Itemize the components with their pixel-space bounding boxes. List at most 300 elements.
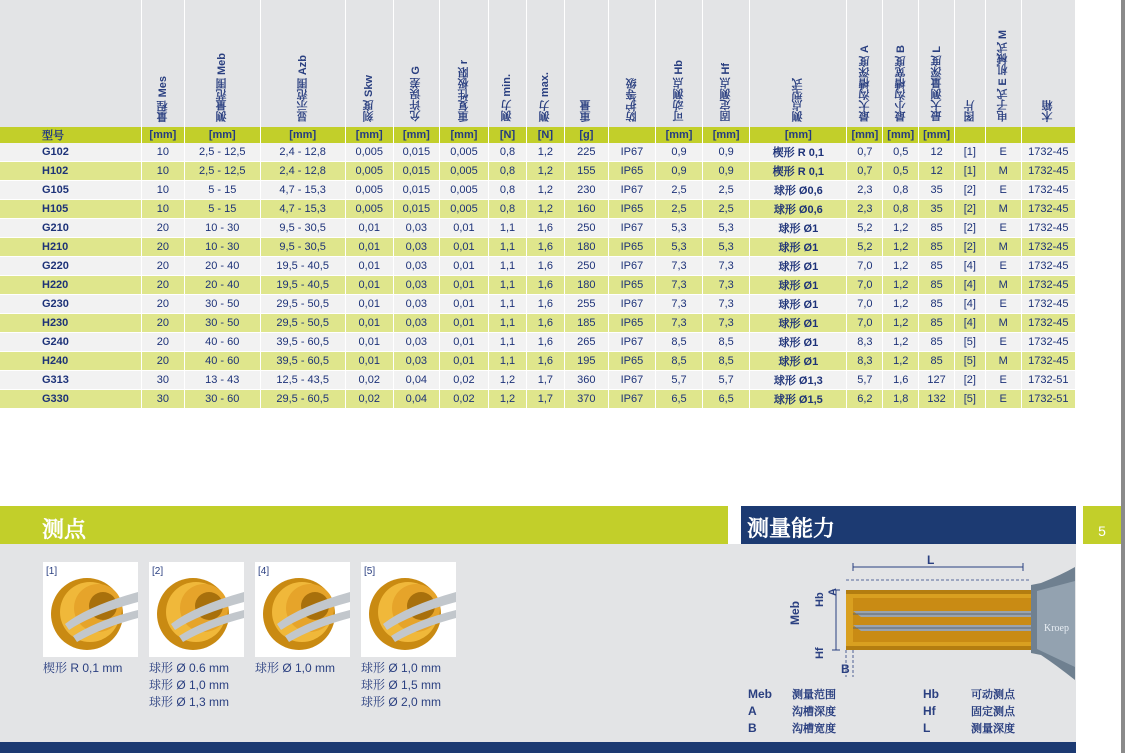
probe-point-thumbnail xyxy=(43,562,138,657)
probe-point-caption xyxy=(149,660,229,711)
model-cell: H230 xyxy=(0,314,141,333)
table-cell: 1,6 xyxy=(883,371,919,390)
table-cell: 球形 Ø0,6 xyxy=(750,181,847,200)
table-cell: 2,3 xyxy=(847,200,883,219)
table-cell: 1,6 xyxy=(526,352,564,371)
table-cell: 255 xyxy=(564,295,608,314)
table-cell: [4] xyxy=(955,314,986,333)
table-cell: 球形 Ø1,5 xyxy=(750,390,847,409)
table-cell: 5,3 xyxy=(703,219,750,238)
probe-point-thumbnail xyxy=(255,562,350,657)
table-cell: 5,3 xyxy=(655,219,702,238)
unit-cell: [mm] xyxy=(439,127,488,143)
legend-item: B 沟槽宽度 xyxy=(748,721,836,735)
table-cell: 225 xyxy=(564,143,608,162)
points-section-bar xyxy=(0,506,728,544)
model-cell: H240 xyxy=(0,352,141,371)
table-cell: 7,3 xyxy=(703,257,750,276)
table-cell: 0,9 xyxy=(655,143,702,162)
table-cell: 0,01 xyxy=(439,333,488,352)
table-cell: 1,2 xyxy=(883,333,919,352)
unit-cell: [N] xyxy=(526,127,564,143)
table-cell: 1,2 xyxy=(883,276,919,295)
column-header: 允许误差 G xyxy=(393,0,439,127)
column-header: 测力 min. xyxy=(489,0,527,127)
table-cell: 0,7 xyxy=(847,143,883,162)
table-row xyxy=(0,352,1076,371)
table-cell: 85 xyxy=(919,219,955,238)
points-section-title: 测点 xyxy=(42,517,87,542)
table-row xyxy=(0,200,1076,219)
table-cell: 8,5 xyxy=(655,352,702,371)
table-cell: 0,02 xyxy=(345,371,393,390)
table-cell: 40 - 60 xyxy=(184,333,260,352)
table-cell: E xyxy=(985,295,1021,314)
capability-section-bar xyxy=(741,506,1076,544)
capability-section-title: 测量能力 xyxy=(747,516,836,541)
table-cell: [4] xyxy=(955,257,986,276)
table-cell: 0,8 xyxy=(489,143,527,162)
table-cell: 7,3 xyxy=(655,257,702,276)
table-cell: 8,3 xyxy=(847,333,883,352)
table-row xyxy=(0,390,1076,409)
table-cell: 1,1 xyxy=(489,257,527,276)
column-header: 测量范围 Meb xyxy=(184,0,260,127)
table-cell: 7,3 xyxy=(703,314,750,333)
column-header: 测力 max. xyxy=(526,0,564,127)
probe-point-thumbnail xyxy=(361,562,456,657)
table-cell: 6,5 xyxy=(655,390,702,409)
table-cell: 8,3 xyxy=(847,352,883,371)
table-cell: 5,2 xyxy=(847,238,883,257)
table-cell: 20 xyxy=(141,295,184,314)
model-cell: H105 xyxy=(0,200,141,219)
table-cell: 1732-51 xyxy=(1021,371,1075,390)
table-cell: 1,2 xyxy=(883,219,919,238)
table-row xyxy=(0,238,1076,257)
table-cell: 0,8 xyxy=(489,162,527,181)
label-A: A xyxy=(827,588,839,596)
unit-cell: [mm] xyxy=(393,127,439,143)
table-cell: 球形 Ø1 xyxy=(750,219,847,238)
table-cell: E xyxy=(985,143,1021,162)
column-header: 防护等级 xyxy=(608,0,655,127)
table-cell: 85 xyxy=(919,257,955,276)
table-cell: 8,5 xyxy=(655,333,702,352)
table-cell: 7,3 xyxy=(655,295,702,314)
table-cell: 1,2 xyxy=(526,162,564,181)
column-header: 重量 xyxy=(564,0,608,127)
table-cell: [4] xyxy=(955,295,986,314)
table-cell: 39,5 - 60,5 xyxy=(260,352,345,371)
table-cell: 5,3 xyxy=(703,238,750,257)
unit-cell: [mm] xyxy=(345,127,393,143)
model-cell: G220 xyxy=(0,257,141,276)
table-cell: 30 xyxy=(141,371,184,390)
brand-text: Kroep xyxy=(1044,623,1069,634)
unit-cell: [g] xyxy=(564,127,608,143)
column-header: 固定测点 Hf xyxy=(703,0,750,127)
table-cell: M xyxy=(985,352,1021,371)
caption-line: 球形 Ø 1,3 mm xyxy=(149,695,230,709)
table-cell: 1,8 xyxy=(883,390,919,409)
model-cell: G230 xyxy=(0,295,141,314)
table-cell: IP67 xyxy=(608,143,655,162)
table-cell: 39,5 - 60,5 xyxy=(260,333,345,352)
table-cell: 1,2 xyxy=(526,200,564,219)
table-cell: 7,0 xyxy=(847,295,883,314)
legend-item: L 测量深度 xyxy=(923,721,1015,735)
table-cell: 2,4 - 12,8 xyxy=(260,143,345,162)
table-cell: 7,0 xyxy=(847,276,883,295)
table-cell: 1732-45 xyxy=(1021,219,1075,238)
column-header: 最大测量深度 L xyxy=(919,0,955,127)
probe-point-image xyxy=(255,562,350,657)
table-cell: 20 xyxy=(141,333,184,352)
table-cell: 20 xyxy=(141,352,184,371)
table-cell: 180 xyxy=(564,238,608,257)
table-cell: 230 xyxy=(564,181,608,200)
table-cell: 0,005 xyxy=(439,162,488,181)
table-row xyxy=(0,257,1076,276)
table-cell: 1732-45 xyxy=(1021,143,1075,162)
table-cell: 2,5 - 12,5 xyxy=(184,143,260,162)
label-Meb: Meb xyxy=(788,601,802,625)
table-cell: 7,3 xyxy=(655,314,702,333)
table-cell: 10 - 30 xyxy=(184,238,260,257)
column-header: 最小沟槽宽度 B xyxy=(883,0,919,127)
table-cell: 0,03 xyxy=(393,333,439,352)
table-cell: 20 - 40 xyxy=(184,257,260,276)
model-cell: H210 xyxy=(0,238,141,257)
table-cell: 1,1 xyxy=(489,352,527,371)
table-cell: 1,1 xyxy=(489,333,527,352)
table-cell: 12 xyxy=(919,143,955,162)
table-cell: 160 xyxy=(564,200,608,219)
table-cell: 40 - 60 xyxy=(184,352,260,371)
table-cell: 7,3 xyxy=(655,276,702,295)
table-cell: [2] xyxy=(955,181,986,200)
table-cell: 0,01 xyxy=(439,219,488,238)
table-cell: IP67 xyxy=(608,371,655,390)
unit-cell: [mm] xyxy=(883,127,919,143)
legend-item: Meb 测量范围 xyxy=(748,687,836,701)
table-cell: 1732-45 xyxy=(1021,257,1075,276)
table-cell: 4,7 - 15,3 xyxy=(260,200,345,219)
caption-line: 楔形 R 0,1 mm xyxy=(43,661,123,675)
measuring-capability-diagram xyxy=(741,555,1075,685)
label-Hb: Hb xyxy=(814,592,826,607)
table-cell: 1,2 xyxy=(489,390,527,409)
table-row xyxy=(0,314,1076,333)
unit-cell xyxy=(955,127,986,143)
table-cell: 1732-45 xyxy=(1021,181,1075,200)
table-cell: 球形 Ø1 xyxy=(750,257,847,276)
table-cell: 0,5 xyxy=(883,162,919,181)
column-header: 刻度 Skw xyxy=(345,0,393,127)
legend-item: A 沟槽深度 xyxy=(748,704,836,718)
table-cell: 1,2 xyxy=(883,314,919,333)
table-cell: 85 xyxy=(919,314,955,333)
table-cell: IP67 xyxy=(608,181,655,200)
table-cell: 0,03 xyxy=(393,352,439,371)
table-cell: IP67 xyxy=(608,295,655,314)
table-cell: 0,03 xyxy=(393,276,439,295)
table-cell: 13 - 43 xyxy=(184,371,260,390)
table-cell: 1,2 xyxy=(883,257,919,276)
table-cell: [5] xyxy=(955,390,986,409)
probe-point-caption xyxy=(361,660,441,711)
unit-cell: [mm] xyxy=(750,127,847,143)
table-row xyxy=(0,181,1076,200)
table-cell: 7,3 xyxy=(703,295,750,314)
table-cell: 1732-45 xyxy=(1021,352,1075,371)
table-cell: 7,3 xyxy=(703,276,750,295)
table-cell: IP65 xyxy=(608,276,655,295)
table-cell: 0,02 xyxy=(439,390,488,409)
table-cell: [4] xyxy=(955,276,986,295)
table-cell: 球形 Ø1 xyxy=(750,276,847,295)
table-cell: 20 xyxy=(141,238,184,257)
table-cell: 19,5 - 40,5 xyxy=(260,276,345,295)
table-cell: 185 xyxy=(564,314,608,333)
table-cell: 1732-51 xyxy=(1021,390,1075,409)
table-cell: 0,03 xyxy=(393,295,439,314)
table-cell: 0,01 xyxy=(439,295,488,314)
table-row xyxy=(0,333,1076,352)
table-cell: 85 xyxy=(919,333,955,352)
table-cell: 0,02 xyxy=(345,390,393,409)
table-cell: 1,1 xyxy=(489,219,527,238)
unit-cell: [N] xyxy=(489,127,527,143)
table-cell: 0,005 xyxy=(439,143,488,162)
column-header: 重复性极限 r xyxy=(439,0,488,127)
table-cell: M xyxy=(985,200,1021,219)
spec-table-body xyxy=(0,143,1076,409)
footer-bar xyxy=(0,742,1076,753)
legend-left xyxy=(748,686,836,737)
model-cell: G240 xyxy=(0,333,141,352)
table-cell: E xyxy=(985,371,1021,390)
table-cell: 1732-45 xyxy=(1021,276,1075,295)
table-cell: 0,9 xyxy=(703,143,750,162)
table-cell: 0,01 xyxy=(345,276,393,295)
table-cell: 2,5 xyxy=(655,181,702,200)
table-cell: 1,7 xyxy=(526,390,564,409)
table-cell: M xyxy=(985,238,1021,257)
table-cell: 楔形 R 0,1 xyxy=(750,162,847,181)
table-cell: 0,005 xyxy=(345,181,393,200)
model-cell: G313 xyxy=(0,371,141,390)
model-cell: G330 xyxy=(0,390,141,409)
table-cell: 1,1 xyxy=(489,276,527,295)
table-cell: 180 xyxy=(564,276,608,295)
table-cell: E xyxy=(985,257,1021,276)
table-cell: 1732-45 xyxy=(1021,238,1075,257)
probe-point-index: [4] xyxy=(258,566,270,577)
table-cell: M xyxy=(985,314,1021,333)
table-cell: 0,015 xyxy=(393,200,439,219)
column-header: 量程 Mes xyxy=(141,0,184,127)
unit-cell: [mm] xyxy=(260,127,345,143)
table-cell: 5,7 xyxy=(655,371,702,390)
table-cell: 20 xyxy=(141,314,184,333)
table-cell: 1,1 xyxy=(489,314,527,333)
table-cell: 250 xyxy=(564,257,608,276)
table-cell: IP65 xyxy=(608,314,655,333)
table-cell: 5,3 xyxy=(655,238,702,257)
table-cell: 0,9 xyxy=(703,162,750,181)
table-cell: 0,03 xyxy=(393,238,439,257)
table-cell: 0,015 xyxy=(393,143,439,162)
column-header: 电子式 E 机械式 M xyxy=(985,0,1021,127)
table-cell: 85 xyxy=(919,276,955,295)
table-cell: 29,5 - 50,5 xyxy=(260,314,345,333)
table-cell: 85 xyxy=(919,238,955,257)
table-cell: 0,005 xyxy=(345,162,393,181)
probe-point-image xyxy=(43,562,138,657)
table-cell: 0,02 xyxy=(439,371,488,390)
column-header: 图片 xyxy=(955,0,986,127)
table-cell: 0,01 xyxy=(345,333,393,352)
table-cell: 10 - 30 xyxy=(184,219,260,238)
table-cell: 1,2 xyxy=(883,295,919,314)
table-cell: M xyxy=(985,162,1021,181)
table-cell: 360 xyxy=(564,371,608,390)
table-cell: 1732-45 xyxy=(1021,314,1075,333)
table-cell: 20 xyxy=(141,219,184,238)
table-cell: 2,5 xyxy=(655,200,702,219)
model-cell: G102 xyxy=(0,143,141,162)
table-cell: [1] xyxy=(955,162,986,181)
probe-point-thumbnail xyxy=(149,562,244,657)
caption-line: 球形 Ø 1,0 mm xyxy=(149,678,230,692)
label-B: B xyxy=(841,662,850,676)
table-cell: 30 - 50 xyxy=(184,295,260,314)
probe-point-index: [1] xyxy=(46,566,58,577)
table-cell: [5] xyxy=(955,333,986,352)
table-cell: 0,9 xyxy=(655,162,702,181)
table-cell: 0,03 xyxy=(393,314,439,333)
table-cell: IP65 xyxy=(608,162,655,181)
table-cell: 1732-45 xyxy=(1021,333,1075,352)
table-cell: IP65 xyxy=(608,238,655,257)
table-cell: 12,5 - 43,5 xyxy=(260,371,345,390)
column-header: 可动测点 Hb xyxy=(655,0,702,127)
caption-line: 球形 Ø 0.6 mm xyxy=(149,661,230,675)
table-cell: [2] xyxy=(955,238,986,257)
table-row xyxy=(0,219,1076,238)
unit-cell xyxy=(985,127,1021,143)
column-header: 最大沟槽深度 A xyxy=(847,0,883,127)
probe-point-caption xyxy=(43,660,122,677)
table-cell: 0,8 xyxy=(883,200,919,219)
table-cell: 4,7 - 15,3 xyxy=(260,181,345,200)
unit-cell: [mm] xyxy=(655,127,702,143)
table-cell: 0,01 xyxy=(439,276,488,295)
table-cell: 20 - 40 xyxy=(184,276,260,295)
probe-point-caption xyxy=(255,660,335,677)
table-cell: 0,005 xyxy=(439,200,488,219)
label-L: L xyxy=(927,555,935,567)
table-cell: 250 xyxy=(564,219,608,238)
table-cell: 0,01 xyxy=(345,257,393,276)
table-cell: 1,6 xyxy=(526,314,564,333)
model-column-header: 型号 xyxy=(0,127,141,143)
probe-point-index: [5] xyxy=(364,566,376,577)
table-cell: 2,4 - 12,8 xyxy=(260,162,345,181)
table-cell: IP65 xyxy=(608,352,655,371)
table-cell: 6,5 xyxy=(703,390,750,409)
table-cell: 0,01 xyxy=(439,314,488,333)
table-cell: 30 xyxy=(141,390,184,409)
caption-line: 球形 Ø 2,0 mm xyxy=(361,695,442,709)
table-row xyxy=(0,276,1076,295)
table-cell: 2,5 - 12,5 xyxy=(184,162,260,181)
table-cell: 85 xyxy=(919,295,955,314)
legend-item: Hf 固定测点 xyxy=(923,704,1015,718)
table-cell: 7,0 xyxy=(847,314,883,333)
table-cell: 0,8 xyxy=(883,181,919,200)
table-row xyxy=(0,162,1076,181)
table-cell: 9,5 - 30,5 xyxy=(260,238,345,257)
table-cell: [5] xyxy=(955,352,986,371)
table-cell: IP67 xyxy=(608,257,655,276)
probe-point-index: [2] xyxy=(152,566,164,577)
table-cell: IP65 xyxy=(608,200,655,219)
table-cell: 0,005 xyxy=(345,143,393,162)
table-cell: 19,5 - 40,5 xyxy=(260,257,345,276)
table-cell: 29,5 - 50,5 xyxy=(260,295,345,314)
table-cell: 0,01 xyxy=(439,238,488,257)
table-cell: 10 xyxy=(141,162,184,181)
table-cell: 265 xyxy=(564,333,608,352)
table-cell: 0,005 xyxy=(345,200,393,219)
table-cell: 0,03 xyxy=(393,219,439,238)
table-cell: 30 - 50 xyxy=(184,314,260,333)
table-cell: 195 xyxy=(564,352,608,371)
table-row xyxy=(0,143,1076,162)
table-cell: 5,7 xyxy=(703,371,750,390)
table-cell: 10 xyxy=(141,200,184,219)
unit-cell: [mm] xyxy=(703,127,750,143)
table-cell: 1,7 xyxy=(526,371,564,390)
table-cell: 29,5 - 60,5 xyxy=(260,390,345,409)
table-cell: 0,7 xyxy=(847,162,883,181)
table-cell: 20 xyxy=(141,276,184,295)
table-cell: 1,1 xyxy=(489,295,527,314)
table-cell: 20 xyxy=(141,257,184,276)
table-cell: M xyxy=(985,276,1021,295)
table-cell: 5,7 xyxy=(847,371,883,390)
table-cell: 1,6 xyxy=(526,257,564,276)
table-cell: 球形 Ø1 xyxy=(750,352,847,371)
caption-line: 球形 Ø 1,5 mm xyxy=(361,678,442,692)
table-cell: 1,1 xyxy=(489,238,527,257)
table-cell: 楔形 R 0,1 xyxy=(750,143,847,162)
table-cell: IP67 xyxy=(608,390,655,409)
table-cell: 1,6 xyxy=(526,333,564,352)
table-cell: E xyxy=(985,219,1021,238)
table-cell: 5 - 15 xyxy=(184,181,260,200)
table-cell: 1732-45 xyxy=(1021,162,1075,181)
unit-cell: [mm] xyxy=(847,127,883,143)
column-header: 测点型式 xyxy=(750,0,847,127)
unit-cell xyxy=(608,127,655,143)
table-cell: [2] xyxy=(955,219,986,238)
table-cell: 0,01 xyxy=(345,352,393,371)
table-cell: 0,8 xyxy=(489,200,527,219)
